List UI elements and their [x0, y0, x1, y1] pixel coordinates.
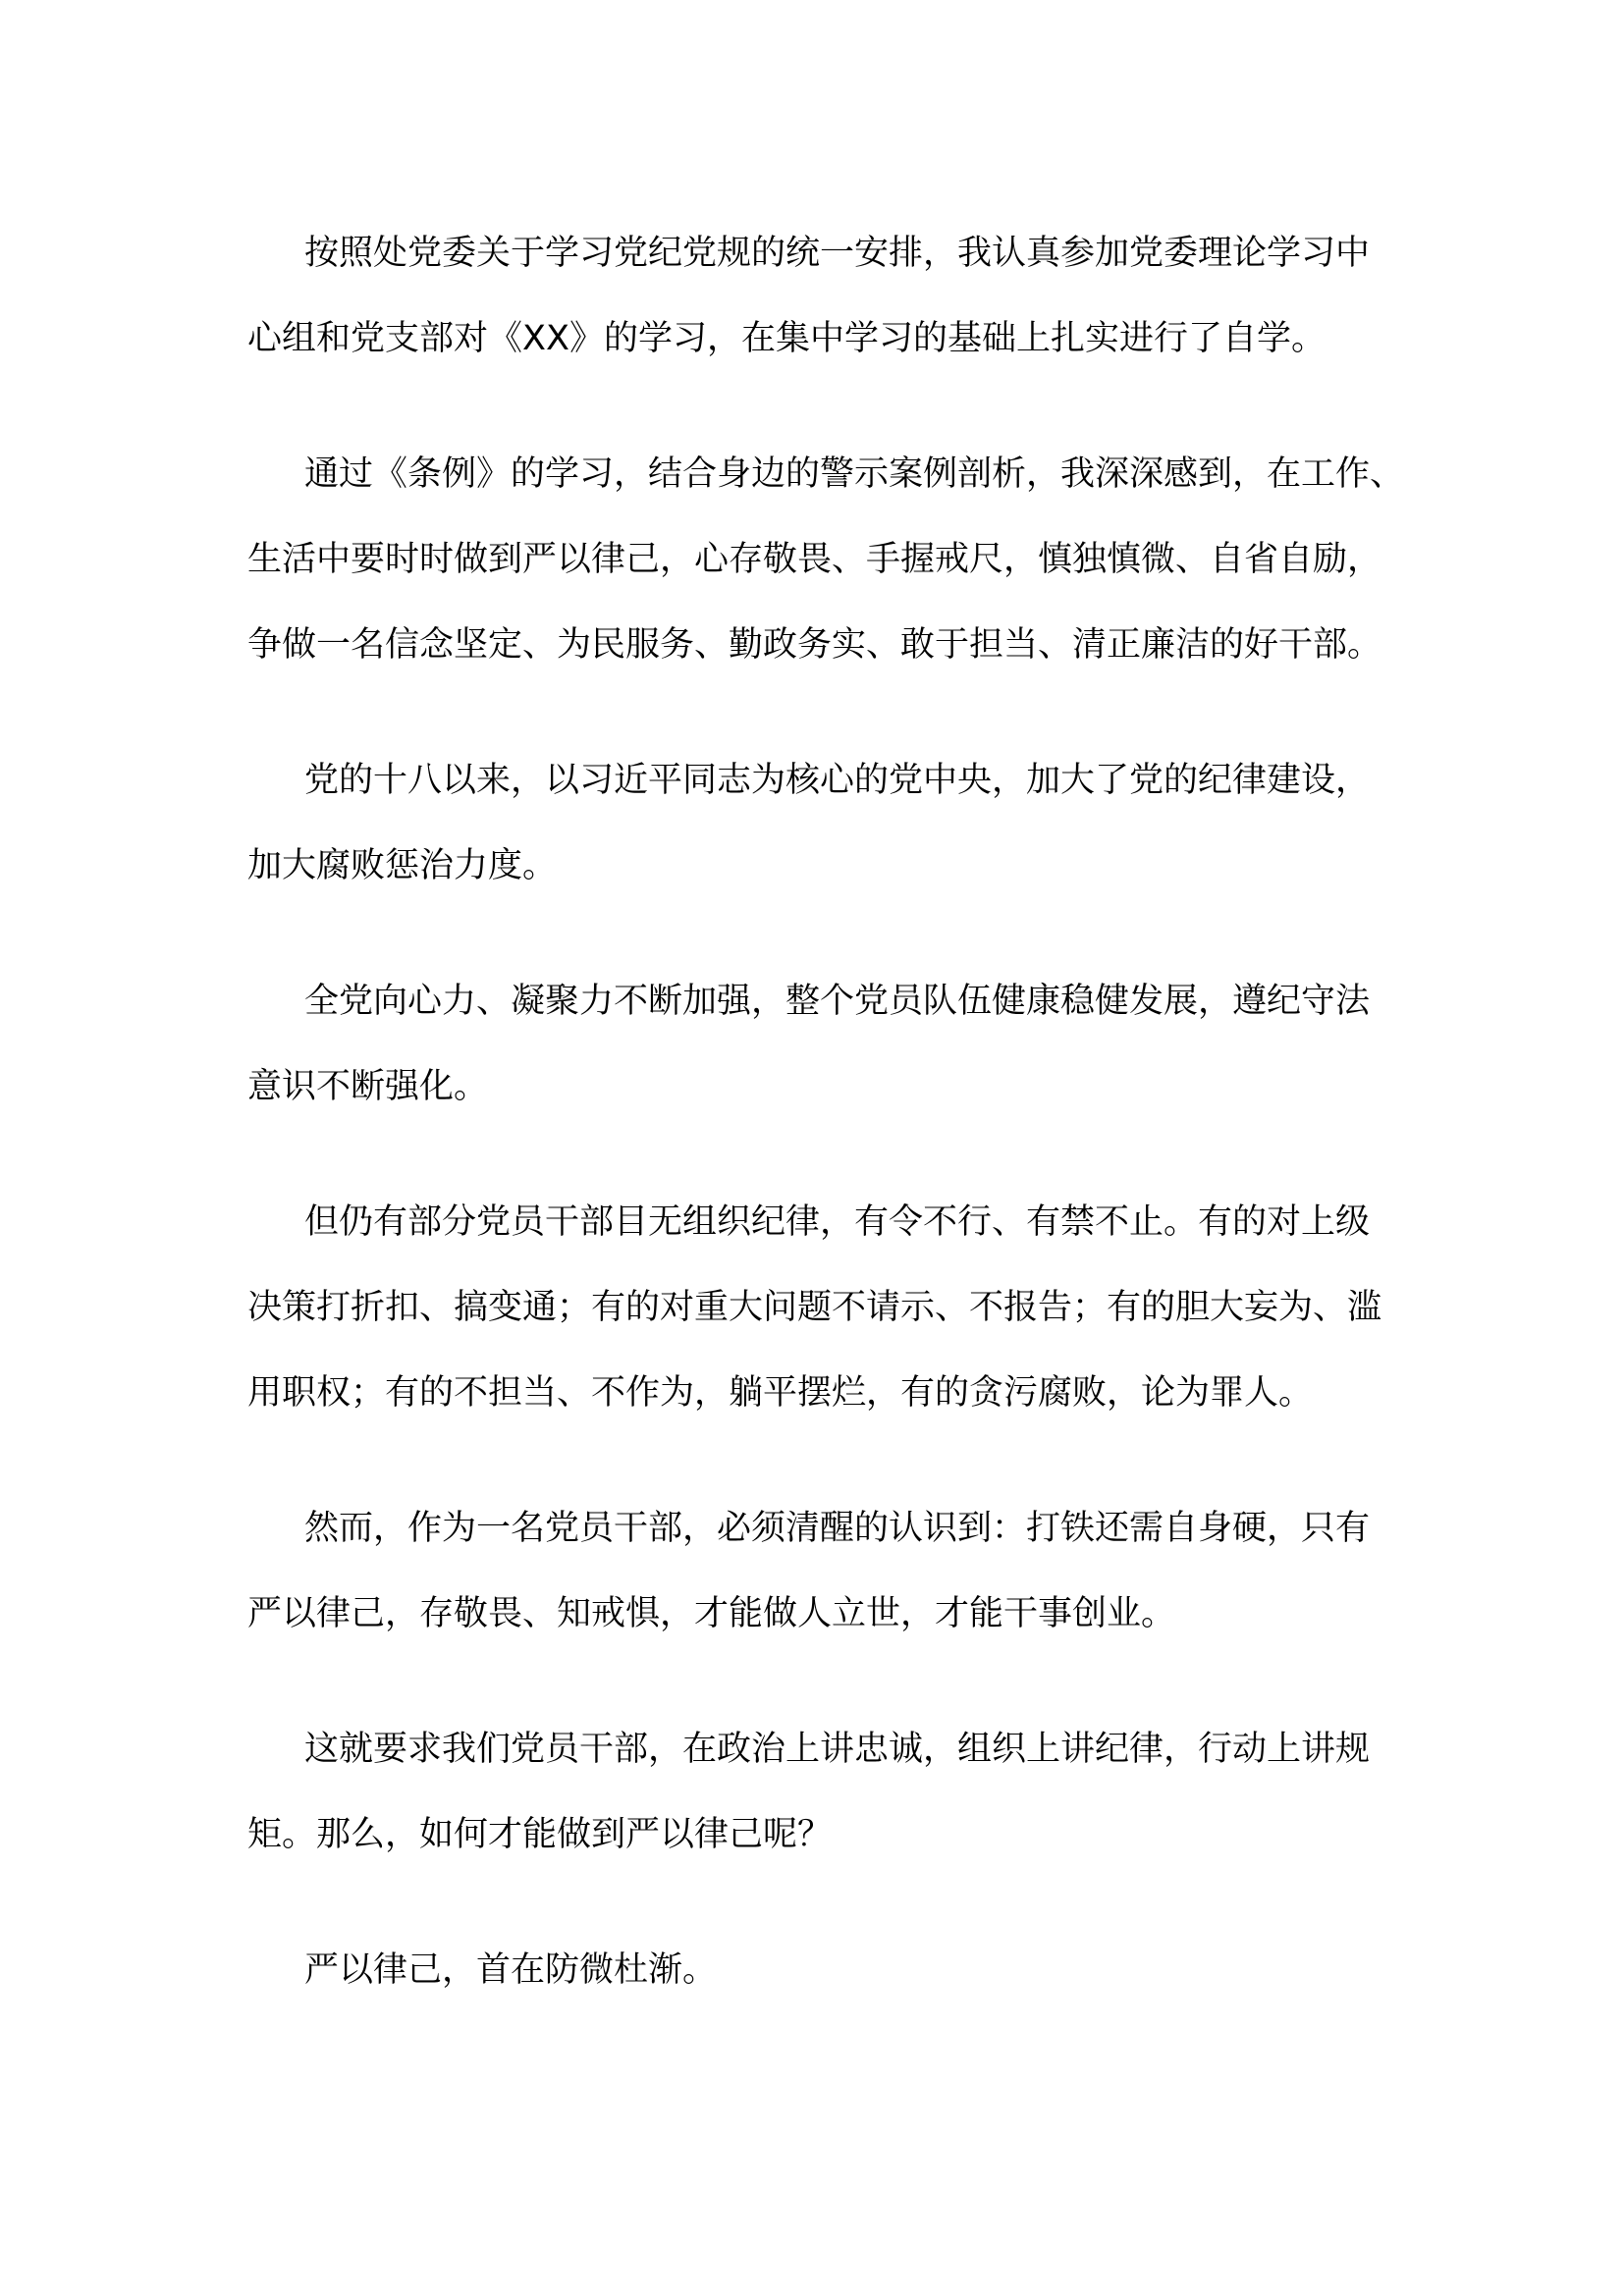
- document-page: [247, 211, 1405, 2063]
- paragraph-3: [247, 738, 1386, 909]
- paragraph-7: [247, 1707, 1386, 1878]
- paragraph-5: [247, 1180, 1386, 1436]
- paragraph-line: 按照处党委关于学习党纪党规的统一安排，我认真参加党委理论学习中: [304, 234, 1371, 273]
- paragraph-1: [247, 211, 1386, 382]
- paragraph-line: 通过《条例》的学习，结合身边的警示案例剖析，我深深感到，在工作、: [304, 454, 1405, 494]
- paragraph-6: [247, 1486, 1386, 1657]
- paragraph-line: 这就要求我们党员干部，在政治上讲忠诚，组织上讲纪律，行动上讲规: [304, 1730, 1371, 1769]
- paragraph-line: 然而，作为一名党员干部，必须清醒的认识到：打铁还需自身硬，只有: [304, 1509, 1371, 1548]
- paragraph-line: 争做一名信念坚定、为民服务、勤政务实、敢于担当、清正廉洁的好干部。: [247, 625, 1382, 665]
- paragraph-2: [247, 432, 1405, 688]
- paragraph-line: 加大腐败惩治力度。: [247, 846, 558, 885]
- paragraph-line: 意识不断强化。: [247, 1067, 489, 1106]
- paragraph-line: 党的十八以来，以习近平同志为核心的党中央，加大了党的纪律建设，: [304, 761, 1371, 800]
- paragraph-line: 矩。那么，如何才能做到严以律己呢？: [247, 1815, 833, 1854]
- paragraph-line: 用职权；有的不担当、不作为，躺平摆烂，有的贪污腐败，论为罪人。: [247, 1373, 1314, 1413]
- paragraph-line: 心组和党支部对《XX》的学习，在集中学习的基础上扎实进行了自学。: [247, 319, 1326, 358]
- paragraph-line: 生活中要时时做到严以律己，心存敬畏、手握戒尺，慎独慎微、自省自励，: [247, 540, 1382, 579]
- paragraph-4: [247, 959, 1386, 1130]
- paragraph-line: 但仍有部分党员干部目无组织纪律，有令不行、有禁不止。有的对上级: [304, 1202, 1371, 1242]
- paragraph-line: 全党向心力、凝聚力不断加强，整个党员队伍健康稳健发展，遵纪守法: [304, 982, 1371, 1021]
- paragraph-line: 严以律己，首在防微杜渐。: [304, 1950, 718, 1990]
- paragraph-line: 严以律己，存敬畏、知戒惧，才能做人立世，才能干事创业。: [247, 1594, 1176, 1633]
- paragraph-8: [247, 1928, 1386, 2013]
- paragraph-line: 决策打折扣、搞变通；有的对重大问题不请示、不报告；有的胆大妄为、滥: [247, 1288, 1382, 1327]
